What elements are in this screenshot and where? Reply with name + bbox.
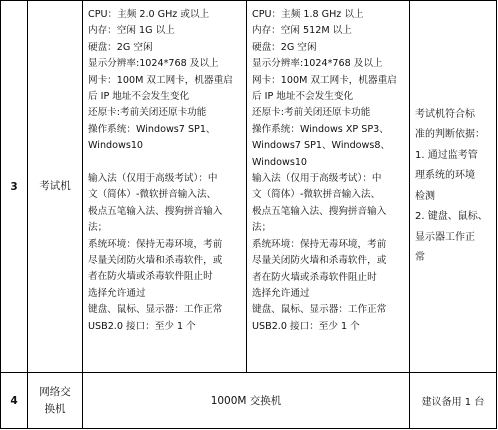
spec-line <box>88 155 242 171</box>
spec-line: Windows10 <box>88 140 144 152</box>
spec-line: 极点五笔输入法、搜狗拼音输入 <box>88 205 223 217</box>
note-line: 常 <box>415 252 425 263</box>
note-line: 2. 键盘、鼠标、 <box>415 211 488 222</box>
table-row-exam-machine <box>1 1 497 373</box>
note-cell <box>410 1 497 373</box>
spec-line: 输入法（仅用于高级考试）：中 <box>252 173 382 185</box>
recommended-spec-cell <box>83 1 247 373</box>
spec-line: 网卡：100M 双工网卡，机器重启 <box>252 74 397 86</box>
spec-line: 操作系统：Windows7 SP1、 <box>88 123 216 135</box>
spec-line: Windows7 SP1、Windows8、 <box>252 140 391 152</box>
spec-line: USB2.0 接口：至少 1 个 <box>252 320 360 332</box>
spec-line: 系统环境：保持无毒环境，考前 <box>88 238 223 250</box>
spec-line: 选择允许通过 <box>88 287 146 299</box>
spec-line: 显示分辨率:1024*768 及以上 <box>88 58 219 70</box>
note-line: 理系统的环境 <box>415 170 475 181</box>
table-row-network-switch <box>1 373 497 429</box>
spec-line: CPU：主频 2.0 GHz 或以上 <box>88 9 210 20</box>
switch-spec: 1000M 交换机 <box>83 373 410 429</box>
spec-line: 输入法（仅用于高级考试）：中 <box>88 173 218 185</box>
spec-line: 键盘、鼠标、显示器：工作正常 <box>88 304 223 316</box>
spec-line: Windows10 <box>252 156 308 168</box>
spec-line: 文（简体）-微软拼音输入法、 <box>88 189 217 201</box>
switch-note: 建议备用 1 台 <box>410 373 497 429</box>
row-number: 4 <box>1 373 28 429</box>
minimum-spec-cell <box>247 1 410 373</box>
item-name: 考试机 <box>28 1 83 373</box>
spec-line: 者在防火墙或杀毒软件阻止时 <box>88 271 213 283</box>
spec-line: 显示分辨率:1024*768 及以上 <box>252 58 383 70</box>
item-name <box>28 373 83 429</box>
spec-line: 选择允许通过 <box>252 287 310 299</box>
spec-line: 后 IP 地址不会发生变化 <box>88 91 190 103</box>
spec-line: 尽量关闭防火墙和杀毒软件，或 <box>252 255 387 267</box>
spec-line: 内存：空闲 512M 以上 <box>252 25 352 37</box>
spec-line: 法； <box>88 222 108 234</box>
spec-line: 尽量关闭防火墙和杀毒软件，或 <box>88 255 223 267</box>
minimum-spec-lines <box>252 7 405 335</box>
spec-line: 系统环境：保持无毒环境，考前 <box>252 238 387 250</box>
note-line: 1. 通过监考管 <box>415 149 478 161</box>
recommended-spec-lines <box>88 7 242 335</box>
spec-line: 后 IP 地址不会发生变化 <box>252 91 354 103</box>
spec-line: 还原卡:考前关闭还原卡功能 <box>252 107 371 119</box>
spec-line: 者在防火墙或杀毒软件阻止时 <box>252 271 377 283</box>
note-line: 显示器工作正 <box>415 231 475 243</box>
spec-line: 还原卡:考前关闭还原卡功能 <box>88 107 207 119</box>
spec-line: CPU：主频 1.8 GHz 以上 <box>252 9 364 20</box>
row-number: 3 <box>1 1 28 373</box>
note-line: 准的判断依据： <box>415 129 485 140</box>
note-lines <box>415 105 493 269</box>
spec-line: 网卡：100M 双工网卡，机器重启 <box>88 74 233 86</box>
spec-line: USB2.0 接口：至少 1 个 <box>88 320 196 332</box>
spec-line: 法； <box>252 222 272 234</box>
spec-line: 文（简体）-微软拼音输入法、 <box>252 189 381 201</box>
item-name-line: 网络交 <box>39 385 71 398</box>
item-name-line: 换机 <box>44 402 66 415</box>
spec-line: 极点五笔输入法、搜狗拼音输入 <box>252 205 387 217</box>
spec-line: 硬盘：2G 空闲 <box>252 41 317 53</box>
spec-line: 内存：空闲 1G 以上 <box>88 25 175 37</box>
note-line: 考试机符合标 <box>415 108 475 120</box>
note-line: 检测 <box>415 190 435 202</box>
spec-line: 硬盘：2G 空闲 <box>88 41 153 53</box>
spec-line: 键盘、鼠标、显示器：工作正常 <box>252 304 387 316</box>
spec-line: 操作系统：Windows XP SP3、 <box>252 123 389 135</box>
